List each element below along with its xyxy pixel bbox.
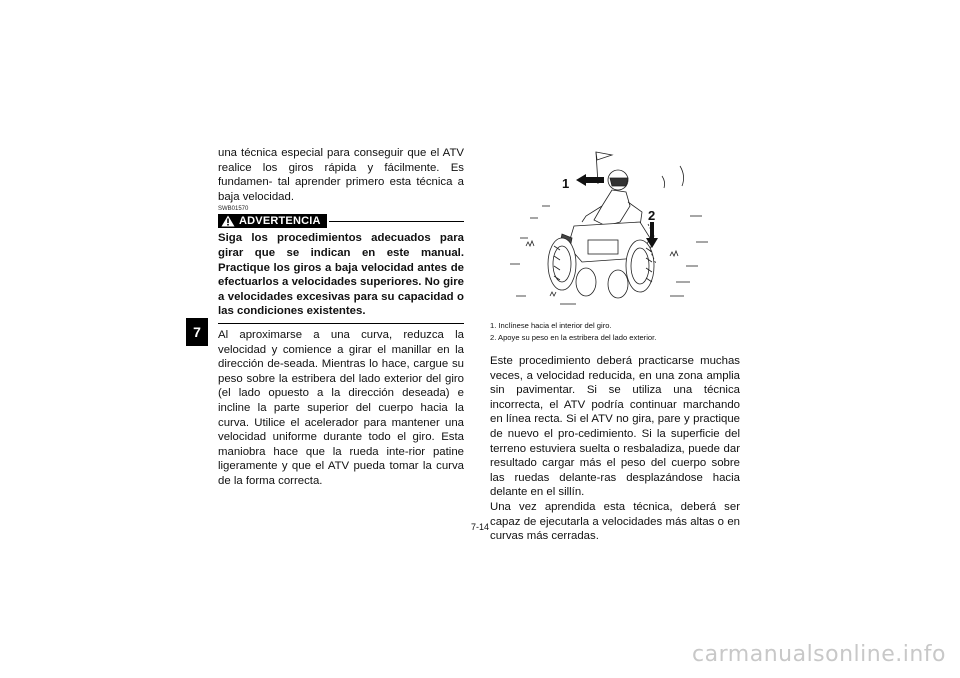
practice-instructions — [490, 354, 740, 544]
intro-line-1: una técnica especial para conseguir que el ATV — [218, 147, 464, 159]
chapter-tab: 7 — [186, 318, 208, 346]
caption-1: 1. Inclínese hacia el interior del giro. — [490, 321, 612, 330]
figure-label-1: 1 — [562, 176, 570, 191]
paragraph-1: Este procedimiento deberá practicarse muchas veces, a velocidad reducida, en una zona amplia sin pavimentar. Si se utiliza una técnica incorrecta, el ATV podría continuar marchando en línea recta. Si el ATV no gira, pare y practique de nuevo el pro-cedimiento. Si la superficie del terreno estuviera suelta o resbaladiza, puede dar resultado cargar más el peso del cuerpo sobre las ruedas delante-ras desplazándose hacia delante en el sillín. — [490, 355, 740, 499]
watermark: carmanualsonline.info — [692, 642, 946, 667]
intro-line-2: realice los giros rápida y fácilmente. Es fundamen- — [218, 161, 464, 189]
paragraph-2: Una vez aprendida esta técnica, deberá ser capaz de ejecutarla a velocidades más altas o en curvas más cerradas. — [490, 500, 740, 543]
turning-instructions: Al aproximarse a una curva, reduzca la velocidad y comience a girar el manillar en la dirección de-seada. Mientras lo hace, cargue su peso sobre la estribera del lado exterior del giro (el lado opuesto a la dirección deseada) e incline la parte superior del cuerpo hacia la curva. Utilice el acelerador para mantener una velocidad uniforme durante todo el giro. Esta maniobra hace que la rueda inte-rior patine ligeramente y que el ATV pueda tomar la curva de la forma correcta. — [218, 328, 464, 487]
warning-text: Siga los procedimientos adecuados para girar que se indican en este manual. Practique los giros a baja velocidad antes de efectuarlos a velocidades superiores. No gire a velocidades excesivas para su capacidad o las condiciones existentes. — [218, 231, 464, 324]
page-number: 7-14 — [470, 522, 489, 532]
lean-arrow-icon — [576, 174, 604, 186]
warning-code: SWB01570 — [218, 206, 249, 213]
figure-captions — [490, 320, 740, 344]
atv-turning-illustration — [490, 146, 740, 316]
figure-label-2: 2 — [648, 208, 656, 223]
warning-rule — [329, 221, 464, 223]
warning-triangle-icon — [221, 215, 235, 227]
warning-header — [218, 214, 464, 228]
left-column — [218, 146, 464, 488]
warning-label: ADVERTENCIA — [239, 215, 321, 228]
warning-badge — [218, 214, 327, 228]
right-column — [490, 146, 740, 544]
intro-text — [218, 146, 464, 204]
caption-2: 2. Apoye su peso en la estribera del lado exterior. — [490, 333, 657, 342]
atv-rider-drawing — [490, 146, 740, 316]
intro-line-3: tal aprender primero esta técnica a baja velocidad. — [218, 176, 465, 203]
